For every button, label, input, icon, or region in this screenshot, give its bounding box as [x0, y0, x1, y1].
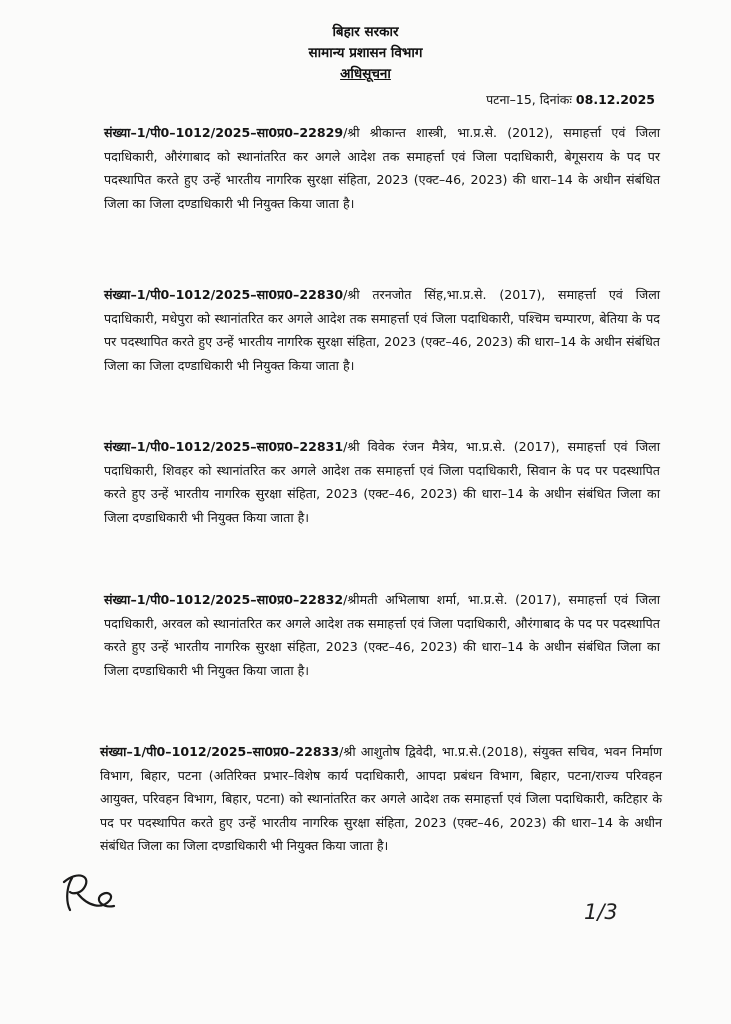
government-name: बिहार सरकार — [332, 24, 399, 40]
department-name: सामान्य प्रशासन विभाग — [308, 45, 423, 61]
order-paragraph — [104, 435, 660, 529]
order-paragraph — [104, 283, 660, 377]
order-paragraph — [104, 588, 660, 682]
document-header — [0, 22, 731, 85]
handwritten-signature — [58, 866, 118, 916]
order-reference: संख्या–1/पी0–1012/2025–सा0प्र0–22830 — [104, 287, 344, 302]
issue-date: 08.12.2025 — [575, 92, 655, 107]
order-reference: संख्या–1/पी0–1012/2025–सा0प्र0–22832 — [104, 592, 344, 607]
order-text: /श्री विवेक रंजन मैत्रेय, भा.प्र.से. (2017), समाहर्त्ता एवं जिला पदाधिकारी, शिवहर को स्थानांतरित कर अगले आदेश तक समाहर्त्ता एवं जिला पदाधिकारी, सिवान के पद पर पदस्थापित करते हुए उन्हें भारतीय नागरिक सुरक्षा संहिता, 2023 (एक्ट–46, 2023) की धारा–14 के अधीन संबंधित जिला का जिला दण्डाधिकारी भी नियुक्त किया जाता है। — [104, 439, 660, 525]
order-paragraph — [104, 121, 660, 215]
place-label: पटना–15, दिनांकः — [486, 92, 572, 107]
order-reference: संख्या–1/पी0–1012/2025–सा0प्र0–22833 — [100, 744, 340, 759]
page-number: 1/3 — [584, 900, 618, 924]
place-date-line — [486, 91, 655, 108]
order-text: /श्रीमती अभिलाषा शर्मा, भा.प्र.से. (2017), समाहर्त्ता एवं जिला पदाधिकारी, अरवल को स्थानांतरित कर अगले आदेश तक समाहर्त्ता एवं जिला पदाधिकारी, औरंगाबाद के पद पर पदस्थापित करते हुए उन्हें भारतीय नागरिक सुरक्षा संहिता, 2023 (एक्ट–46, 2023) की धारा–14 के अधीन संबंधित जिला का जिला दण्डाधिकारी भी नियुक्त किया जाता है। — [104, 592, 660, 678]
order-text: /श्री श्रीकान्त शास्त्री, भा.प्र.से. (2012), समाहर्त्ता एवं जिला पदाधिकारी, औरंगाबाद को स्थानांतरित कर अगले आदेश तक समाहर्त्ता एवं जिला पदाधिकारी, बेगूसराय के पद पर पदस्थापित करते हुए उन्हें भारतीय नागरिक सुरक्षा संहिता, 2023 (एक्ट–46, 2023) की धारा–14 के अधीन संबंधित जिला का जिला दण्डाधिकारी भी नियुक्त किया जाता है। — [104, 125, 660, 211]
document-title: अधिसूचना — [340, 66, 391, 82]
order-reference: संख्या–1/पी0–1012/2025–सा0प्र0–22829 — [104, 125, 344, 140]
order-reference: संख्या–1/पी0–1012/2025–सा0प्र0–22831 — [104, 439, 344, 454]
order-text: /श्री आशुतोष द्विवेदी, भा.प्र.से.(2018), संयुक्त सचिव, भवन निर्माण विभाग, बिहार, पटना (अतिरिक्त प्रभार–विशेष कार्य पदाधिकारी, आपदा प्रबंधन विभाग, बिहार, पटना/राज्य परिवहन आयुक्त, परिवहन विभाग, बिहार, पटना) को स्थानांतरित कर अगले आदेश तक समाहर्त्ता एवं जिला पदाधिकारी, कटिहार के पद पर पदस्थापित करते हुए उन्हें भारतीय नागरिक सुरक्षा संहिता, 2023 (एक्ट–46, 2023) की धारा–14 के अधीन संबंधित जिला का जिला दण्डाधिकारी भी नियुक्त किया जाता है। — [100, 744, 662, 853]
order-paragraph — [100, 740, 662, 858]
order-text: /श्री तरनजोत सिंह,भा.प्र.से. (2017), समाहर्त्ता एवं जिला पदाधिकारी, मधेपुरा को स्थानांतरित कर अगले आदेश तक समाहर्त्ता एवं जिला पदाधिकारी, पश्चिम चम्पारण, बेतिया के पद पर पदस्थापित करते हुए उन्हें भारतीय नागरिक सुरक्षा संहिता, 2023 (एक्ट–46, 2023) की धारा–14 के अधीन संबंधित जिला का जिला दण्डाधिकारी भी नियुक्त किया जाता है। — [104, 287, 660, 373]
